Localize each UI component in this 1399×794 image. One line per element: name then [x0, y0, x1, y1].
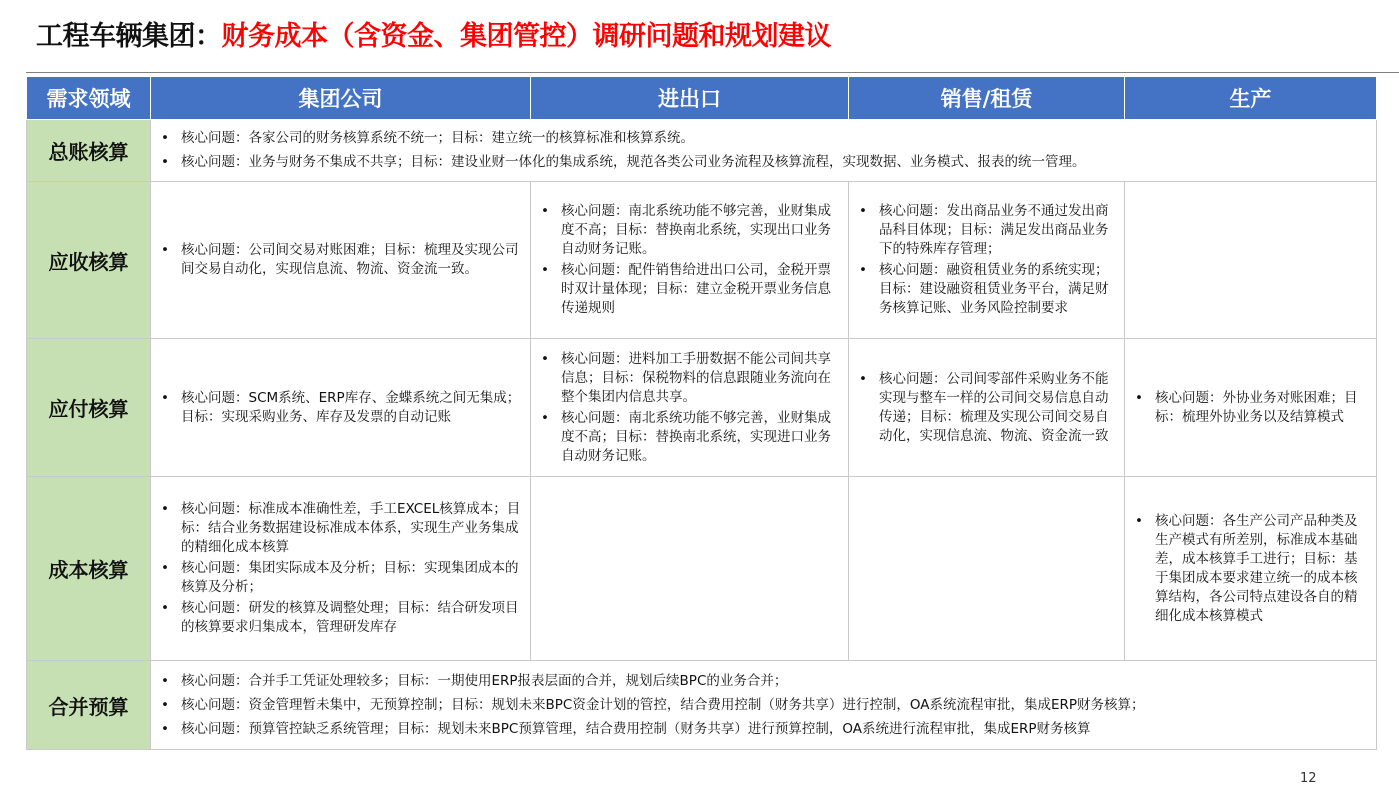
receivable-import-export-cell — [531, 182, 849, 339]
table-row — [27, 182, 1377, 339]
cost-group-cell — [151, 477, 531, 661]
row-label-consolidation: 合并预算 — [27, 661, 151, 750]
header-production: 生产 — [1125, 77, 1377, 120]
row-label-payable: 应付核算 — [27, 339, 151, 477]
list-item: • 核心问题：公司间交易对账困难；目标：梳理及实现公司间交易自动化，实现信息流、物流、资金流一致。 — [181, 241, 524, 279]
cost-sales-cell — [849, 477, 1125, 661]
title-highlight: 财务成本（含资金、集团管控）调研问题和规划建议 — [221, 21, 831, 52]
general-ledger-cell — [151, 120, 1377, 182]
list-item: • 核心问题：各家公司的财务核算系统不统一；目标：建立统一的核算标准和核算系统。 — [181, 129, 1370, 148]
list-item: • 核心问题：预算管控缺乏系统管理；目标：规划未来BPC预算管理，结合费用控制（财务共享）进行预算控制，OA系统进行流程审批，集成ERP财务核算 — [181, 720, 1370, 739]
list-item: • 核心问题：配件销售给进出口公司，金税开票时双计量体现；目标：建立金税开票业务信息传递规则 — [561, 261, 842, 318]
receivable-group-cell — [151, 182, 531, 339]
list-item: • 核心问题：进料加工手册数据不能公司间共享信息；目标：保税物料的信息跟随业务流向在整个集团内信息共享。 — [561, 350, 842, 407]
bullet-list — [531, 196, 848, 324]
list-item: • 核心问题：资金管理暂未集中，无预算控制；目标：规划未来BPC资金计划的管控，结合费用控制（财务共享）进行控制，OA系统流程审批，集成ERP财务核算； — [181, 696, 1370, 715]
list-item: • 核心问题：业务与财务不集成不共享；目标：建设业财一体化的集成系统，规范各类公司业务流程及核算流程，实现数据、业务模式、报表的统一管理。 — [181, 153, 1370, 172]
list-item: • 核心问题：外协业务对账困难；目标：梳理外协业务以及结算模式 — [1155, 389, 1370, 427]
bullet-list — [1125, 383, 1376, 433]
receivable-sales-cell — [849, 182, 1125, 339]
bullet-list — [849, 364, 1124, 452]
list-item: • 核心问题：各生产公司产品种类及生产模式有所差别，标准成本基础差，成本核算手工进行；目标：基于集团成本要求建立统一的成本核算结构，各公司特点建设各自的精细化成本核算模式 — [1155, 512, 1370, 626]
payable-group-cell — [151, 339, 531, 477]
payable-import-export-cell — [531, 339, 849, 477]
header-sales-leasing: 销售/租赁 — [849, 77, 1125, 120]
bullet-list — [151, 235, 530, 285]
table-row — [27, 477, 1377, 661]
table-row — [27, 339, 1377, 477]
cost-production-cell — [1125, 477, 1377, 661]
cost-import-export-cell — [531, 477, 849, 661]
bullet-list — [531, 344, 848, 472]
row-label-cost: 成本核算 — [27, 477, 151, 661]
requirements-table — [26, 76, 1377, 750]
bullet-list — [849, 196, 1124, 324]
title-divider — [26, 72, 1399, 73]
list-item: • 核心问题：公司间零部件采购业务不能实现与整车一样的公司间交易信息自动传递；目标：梳理及实现公司间交易自动化，实现信息流、物流、资金流一致 — [879, 370, 1118, 446]
header-domain: 需求领域 — [27, 77, 151, 120]
header-group: 集团公司 — [151, 77, 531, 120]
list-item: • 核心问题：研发的核算及调整处理；目标：结合研发项目的核算要求归集成本，管理研发库存 — [181, 599, 524, 637]
list-item: • 核心问题：标准成本准确性差，手工EXCEL核算成本；目标：结合业务数据建设标准成本体系，实现生产业务集成的精细化成本核算 — [181, 500, 524, 557]
table-row — [27, 120, 1377, 182]
payable-production-cell — [1125, 339, 1377, 477]
bullet-list — [151, 120, 1376, 181]
row-label-general-ledger: 总账核算 — [27, 120, 151, 182]
list-item: • 核心问题：发出商品业务不通过发出商品科目体现；目标：满足发出商品业务下的特殊库存管理； — [879, 202, 1118, 259]
bullet-list — [1125, 506, 1376, 632]
list-item: • 核心问题：南北系统功能不够完善，业财集成度不高；目标：替换南北系统，实现出口业务自动财务记账。 — [561, 202, 842, 259]
table-header-row — [27, 77, 1377, 120]
list-item: • 核心问题：集团实际成本及分析；目标：实现集团成本的核算及分析； — [181, 559, 524, 597]
table-row — [27, 661, 1377, 750]
bullet-list — [151, 663, 1376, 748]
bullet-list — [151, 383, 530, 433]
payable-sales-cell — [849, 339, 1125, 477]
list-item: • 核心问题：SCM系统、ERP库存、金蝶系统之间无集成；目标：实现采购业务、库存及发票的自动记账 — [181, 389, 524, 427]
page-title — [36, 19, 831, 55]
list-item: • 核心问题：融资租赁业务的系统实现；目标：建设融资租赁业务平台，满足财务核算记账、业务风险控制要求 — [879, 261, 1118, 318]
list-item: • 核心问题：合并手工凭证处理较多；目标：一期使用ERP报表层面的合并，规划后续BPC的业务合并； — [181, 672, 1370, 691]
list-item: • 核心问题：南北系统功能不够完善，业财集成度不高；目标：替换南北系统，实现进口业务自动财务记账。 — [561, 409, 842, 466]
title-prefix: 工程车辆集团： — [36, 21, 222, 52]
header-import-export: 进出口 — [531, 77, 849, 120]
row-label-receivable: 应收核算 — [27, 182, 151, 339]
consolidation-cell — [151, 661, 1377, 750]
bullet-list — [151, 494, 530, 643]
page-number: 12 — [1300, 771, 1317, 786]
receivable-production-cell — [1125, 182, 1377, 339]
